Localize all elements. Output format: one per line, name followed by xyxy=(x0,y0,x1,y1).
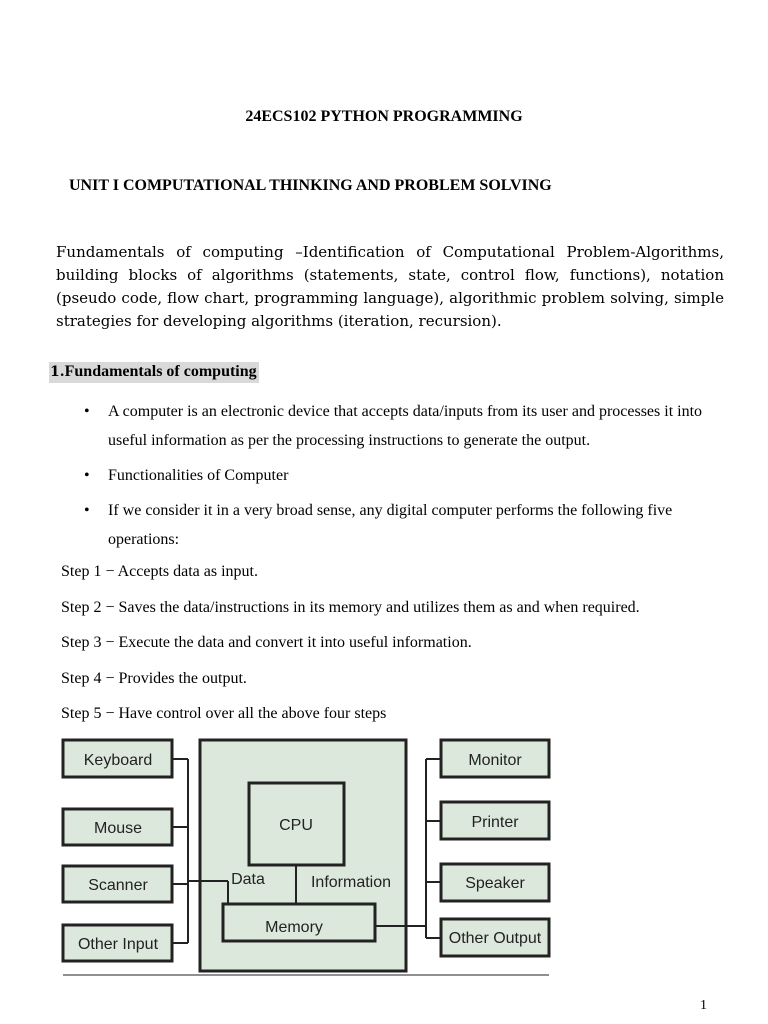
other-input-label: Other Input xyxy=(77,936,159,953)
bullet-list xyxy=(78,397,738,560)
step-2: Step 2 − Saves the data/instructions in its memory and utilizes them as and when required. xyxy=(61,598,640,616)
unit-syllabus-paragraph: Fundamentals of computing –Identification of Computational Problem-Algorithms, building blocks of algorithms (statements, state, control flow, functions), notation (pseudo code, flow chart, programming language), algorithmic problem solving, simple strategies for developing algorithms (iteration, recursion). xyxy=(56,243,724,330)
step-4: Step 4 − Provides the output. xyxy=(61,669,247,687)
bullet-icon: • xyxy=(84,502,90,519)
section-heading xyxy=(49,362,259,383)
step-3: Step 3 − Execute the data and convert it into useful information. xyxy=(61,634,472,651)
step-1: Step 1 − Accepts data as input. xyxy=(61,563,258,580)
list-item xyxy=(78,397,738,455)
list-item xyxy=(78,461,738,490)
list-item-text: A computer is an electronic device that accepts data/inputs from its user and processes it into useful information as per the processing instructions to generate the output. xyxy=(108,403,703,449)
bullet-icon: • xyxy=(84,467,90,484)
mouse-label: Mouse xyxy=(93,820,143,837)
printer-label: Printer xyxy=(471,814,519,831)
document-title: 24ECS102 PYTHON PROGRAMMING xyxy=(245,108,523,125)
keyboard-label: Keyboard xyxy=(83,752,153,769)
list-item-text: Functionalities of Computer xyxy=(108,467,289,484)
list-item xyxy=(78,496,738,554)
computer-block-diagram xyxy=(56,734,556,978)
speaker-label: Speaker xyxy=(465,875,525,892)
data-label: Data xyxy=(231,871,265,888)
cpu-label: CPU xyxy=(279,817,313,834)
page-number: 1 xyxy=(700,998,707,1013)
section-number: 1. xyxy=(50,364,65,380)
information-label: Information xyxy=(310,874,392,891)
monitor-label: Monitor xyxy=(468,752,522,769)
steps-list xyxy=(61,561,640,739)
section-heading-text: Fundamentals of computing xyxy=(64,363,257,380)
memory-label: Memory xyxy=(265,919,323,936)
other-output-label: Other Output xyxy=(448,930,542,947)
scanner-label: Scanner xyxy=(88,877,148,894)
step-5: Step 5 − Have control over all the above four steps xyxy=(61,705,387,722)
list-item-text: If we consider it in a very broad sense, any digital computer performs the following five operations: xyxy=(108,502,673,548)
unit-heading: UNIT I COMPUTATIONAL THINKING AND PROBLEM SOLVING xyxy=(69,177,552,194)
bullet-icon: • xyxy=(84,403,90,420)
